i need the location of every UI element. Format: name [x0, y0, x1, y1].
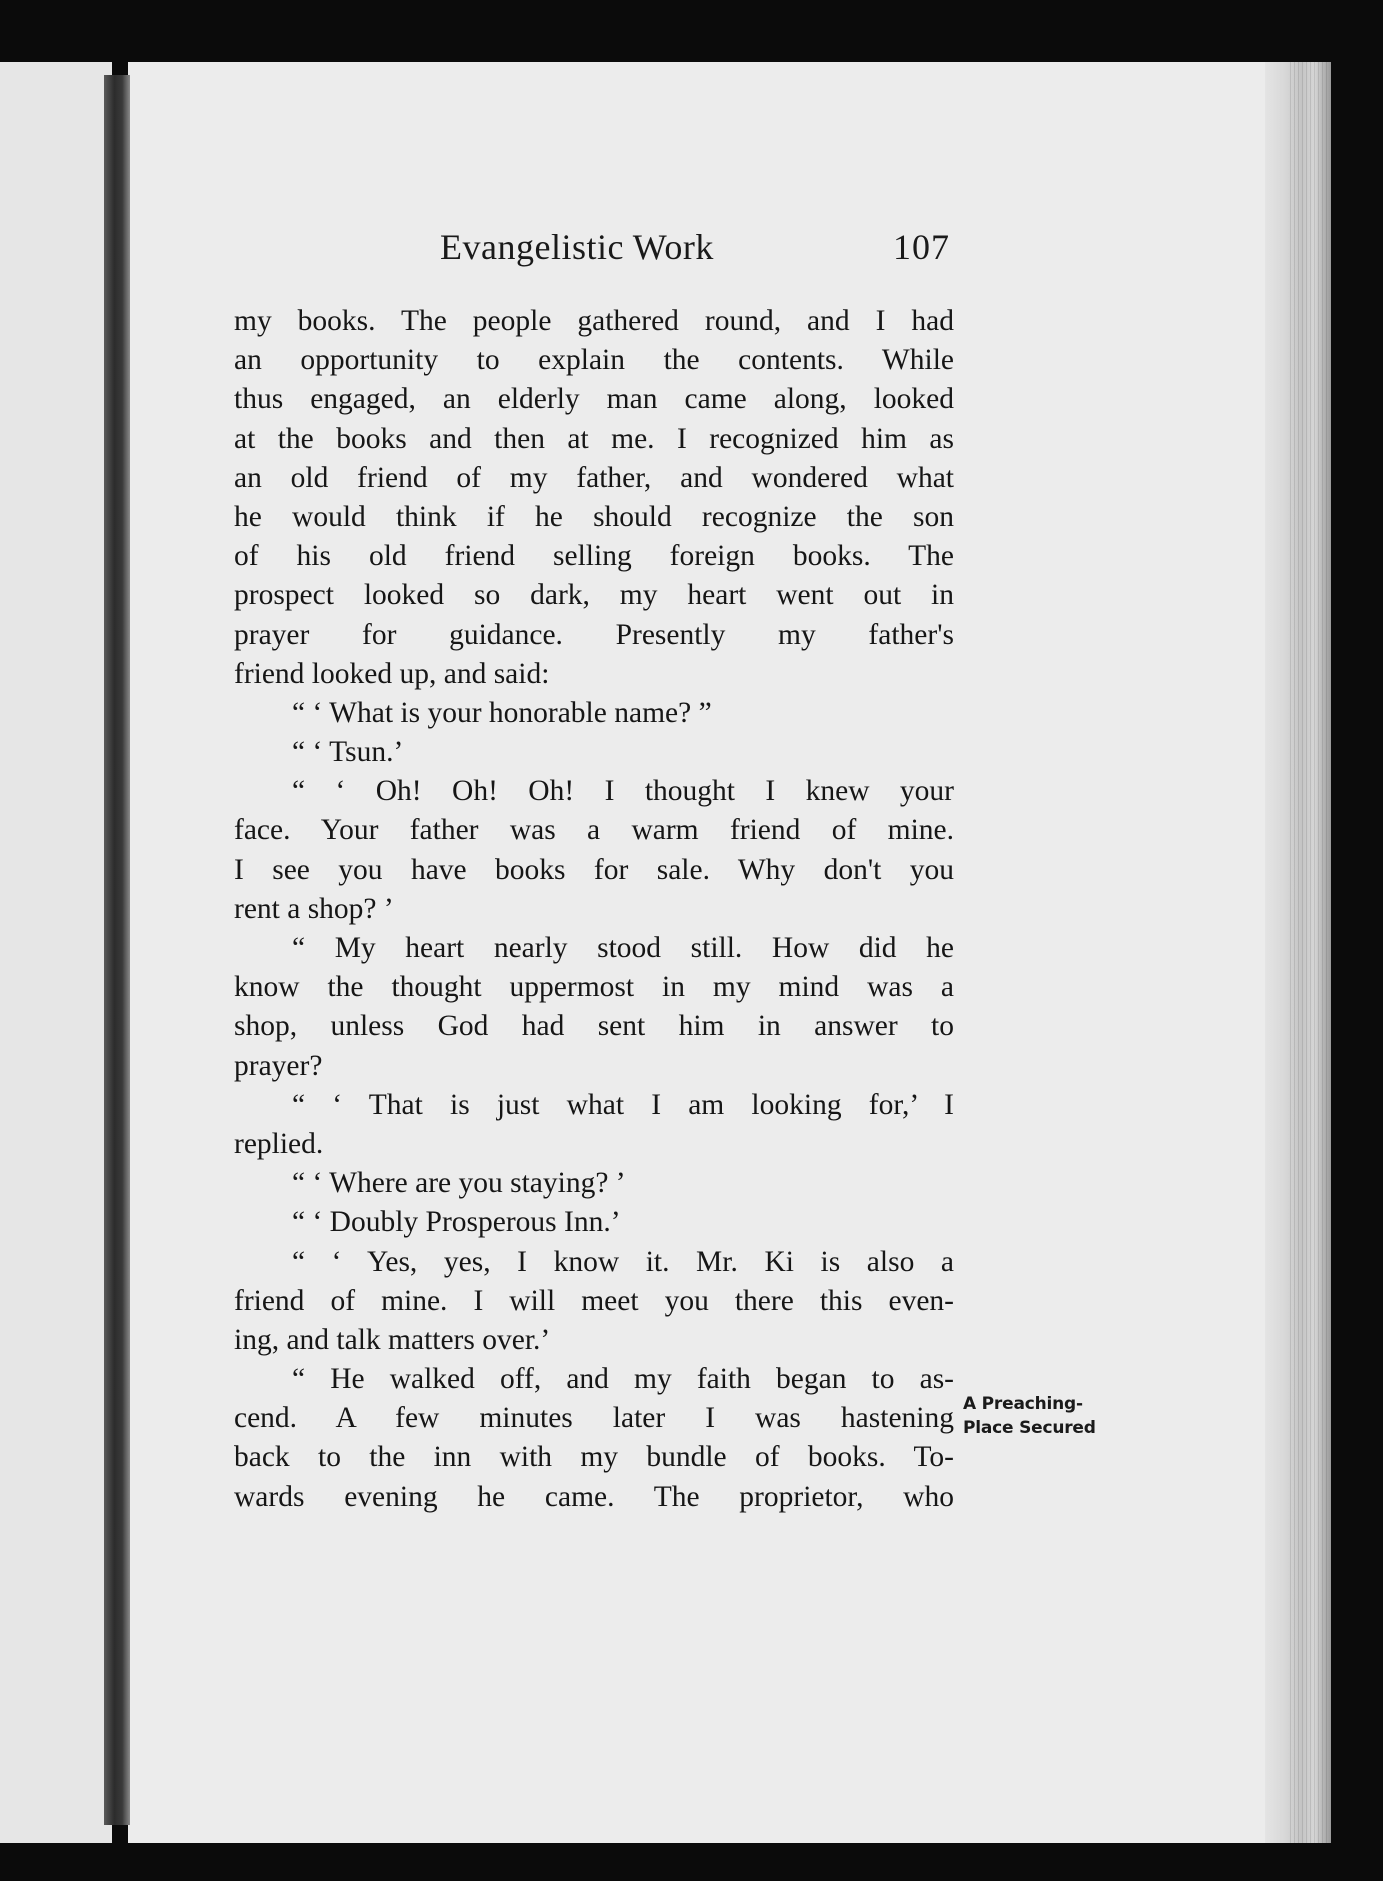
text-line: “ ‘ Oh! Oh! Oh! I thought I knew your [292, 775, 954, 808]
text-line: an old friend of my father, and wondered what [234, 461, 954, 494]
text-line: prayer? [234, 1049, 323, 1082]
page-stack-lines [1290, 62, 1330, 1843]
text-line: “ ‘ That is just what I am looking for,’ I [292, 1088, 954, 1121]
text-line: “ ‘ Where are you staying? ’ [292, 1167, 626, 1200]
text-line: “ ‘ Tsun.’ [292, 736, 404, 769]
margin-note-line: A Preaching- [963, 1394, 1083, 1414]
margin-note [963, 1392, 1153, 1440]
text-line: back to the inn with my bundle of books. To- [234, 1441, 954, 1474]
text-line: prayer for guidance. Presently my father's [234, 618, 954, 651]
text-line: shop, unless God had sent him in answer to [234, 1010, 954, 1043]
text-line: “ My heart nearly stood still. How did he [292, 932, 954, 964]
text-line: he would think if he should recognize the son [234, 500, 954, 533]
text-line: “ ‘ What is your honorable name? ” [292, 696, 712, 729]
text-line: “ ‘ Doubly Prosperous Inn.’ [292, 1206, 621, 1239]
text-line: an opportunity to explain the contents. While [234, 344, 954, 377]
running-head [440, 226, 960, 286]
book-spine [104, 75, 130, 1825]
text-line: I see you have books for sale. Why don't you [234, 853, 954, 886]
text-line: ing, and talk matters over.’ [234, 1323, 551, 1356]
page-number: 107 [893, 227, 950, 267]
text-line: rent a shop? ’ [234, 892, 394, 925]
text-line: “ He walked off, and my faith began to as- [292, 1363, 954, 1396]
text-line: friend looked up, and said: [234, 657, 550, 690]
text-line: cend. A few minutes later I was hastening [234, 1402, 954, 1435]
body-text [234, 302, 954, 1517]
text-line: wards evening he came. The proprietor, who [234, 1480, 954, 1513]
text-line: of his old friend selling foreign books. The [234, 540, 954, 573]
text-line: thus engaged, an elderly man came along, looked [234, 383, 954, 416]
text-line: replied. [234, 1127, 324, 1160]
text-line: “ ‘ Yes, yes, I know it. Mr. Ki is also a [292, 1245, 954, 1278]
text-line: prospect looked so dark, my heart went out in [234, 579, 954, 612]
text-line: at the books and then at me. I recognized him as [234, 422, 954, 455]
running-title: Evangelistic Work [440, 227, 714, 267]
text-line: friend of mine. I will meet you there this even- [234, 1284, 954, 1317]
margin-note-line: Place Secured [963, 1418, 1096, 1438]
text-line: face. Your father was a warm friend of mine. [234, 814, 954, 847]
previous-page-edge [0, 62, 112, 1843]
text-line: know the thought uppermost in my mind was a [234, 971, 954, 1004]
text-line: my books. The people gathered round, and I had [234, 305, 954, 337]
